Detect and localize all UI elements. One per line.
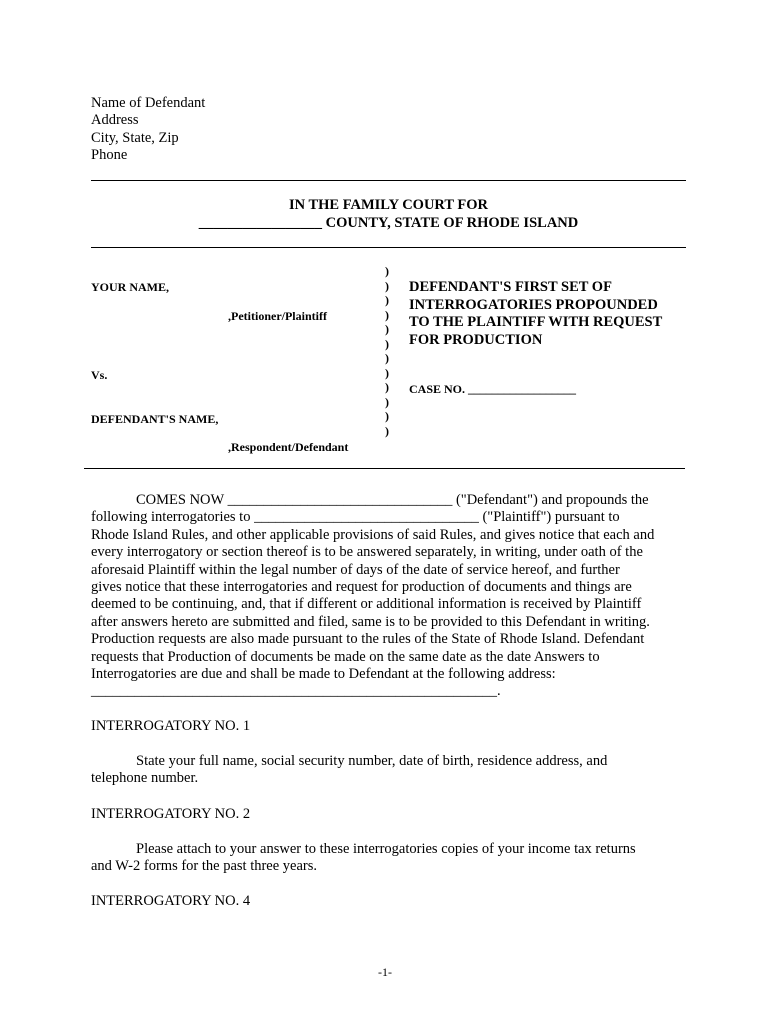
court-title: IN THE FAMILY COURT FOR: [288, 197, 489, 213]
defendant-name-line: Name of Defendant: [91, 95, 206, 111]
paren: ): [385, 322, 389, 336]
case-number-line: [409, 382, 576, 396]
intro-line: after answers hereto are submitted and filed, same is to be provided to this Defendant in writing.: [91, 613, 650, 630]
interrogatory-4-heading: INTERROGATORY NO. 4: [91, 893, 251, 909]
document-title-line: INTERROGATORIES PROPOUNDED: [409, 296, 658, 313]
county-blank: _________________: [198, 215, 323, 232]
document-title-line: FOR PRODUCTION: [409, 331, 543, 348]
paren: ): [385, 293, 389, 307]
case-number-label: CASE NO.: [409, 382, 469, 396]
caption-petitioner: ,Petitioner/Plaintiff: [228, 309, 327, 323]
interrogatory-2-heading: INTERROGATORY NO. 2: [91, 806, 251, 822]
intro-line: every interrogatory or section thereof is to be answered separately, in writing, under oath of the: [91, 544, 643, 561]
interrogatory-line: and W-2 forms for the past three years.: [91, 858, 318, 875]
intro-line: aforesaid Plaintiff within the legal number of days of the date of service hereof, and further: [91, 561, 620, 578]
caption-defendant-name: DEFENDANT'S NAME,: [91, 412, 219, 426]
paren: ): [385, 336, 389, 351]
defendant-city-line: City, State, Zip: [91, 129, 179, 146]
header-divider: [91, 180, 686, 181]
defendant-address-line: Address: [91, 112, 139, 129]
address-blank-line: ________________________________________________________.: [91, 683, 501, 700]
paren: ): [385, 380, 389, 394]
interrogatory-line: State your full name, social security number, date of birth, residence address, and: [136, 753, 608, 769]
paren: ): [385, 423, 389, 438]
paren: ): [385, 307, 389, 322]
document-title: [409, 279, 662, 349]
caption-your-name: YOUR NAME,: [91, 280, 169, 294]
caption-paren-column: [385, 264, 389, 438]
intro-line: following interrogatories to _______________________________ ("Plaintiff") pursuant to: [91, 509, 620, 526]
court-heading: [91, 197, 686, 233]
defendant-phone-line: Phone: [91, 147, 128, 164]
caption-vs: Vs.: [91, 368, 108, 382]
paren: ): [385, 394, 389, 409]
page-number: -1-: [378, 965, 392, 979]
paren: ): [385, 278, 389, 293]
intro-line: Interrogatories are due and shall be made to Defendant at the following address:: [91, 666, 556, 683]
interrogatory-line: Please attach to your answer to these interrogatories copies of your income tax returns: [136, 841, 636, 857]
interrogatory-2-text: [91, 841, 636, 876]
county-state-text: COUNTY, STATE OF RHODE ISLAND: [322, 215, 579, 232]
document-title-line: TO THE PLAINTIFF WITH REQUEST: [409, 314, 663, 330]
paren: ): [385, 365, 389, 380]
document-title-line: DEFENDANT'S FIRST SET OF: [409, 279, 612, 295]
intro-line: Rhode Island Rules, and other applicable provisions of said Rules, and gives notice that each and: [91, 526, 655, 543]
intro-line: COMES NOW _______________________________ ("Defendant") and propounds the: [136, 492, 649, 508]
caption-respondent: ,Respondent/Defendant: [228, 440, 349, 454]
defendant-address-block: [91, 95, 205, 165]
intro-paragraph: [91, 492, 654, 701]
paren: ): [385, 351, 389, 365]
interrogatory-1-text: [91, 753, 607, 788]
interrogatory-1-heading: INTERROGATORY NO. 1: [91, 718, 251, 734]
paren: ): [385, 409, 389, 423]
paren: ): [385, 264, 389, 278]
intro-line: gives notice that these interrogatories and request for production of documents and things are: [91, 579, 632, 596]
intro-line: Production requests are also made pursuant to the rules of the State of Rhode Island. Defendant: [91, 631, 645, 648]
intro-line: requests that Production of documents be made on the same date as the date Answers to: [91, 648, 600, 665]
intro-line: deemed to be continuing, and, that if different or additional information is received by Plaintiff: [91, 596, 642, 613]
case-number-blank: __________________: [468, 382, 577, 396]
court-county-line: [91, 215, 686, 232]
caption-divider: [84, 468, 685, 469]
court-divider: [91, 247, 686, 248]
interrogatory-line: telephone number.: [91, 770, 199, 787]
